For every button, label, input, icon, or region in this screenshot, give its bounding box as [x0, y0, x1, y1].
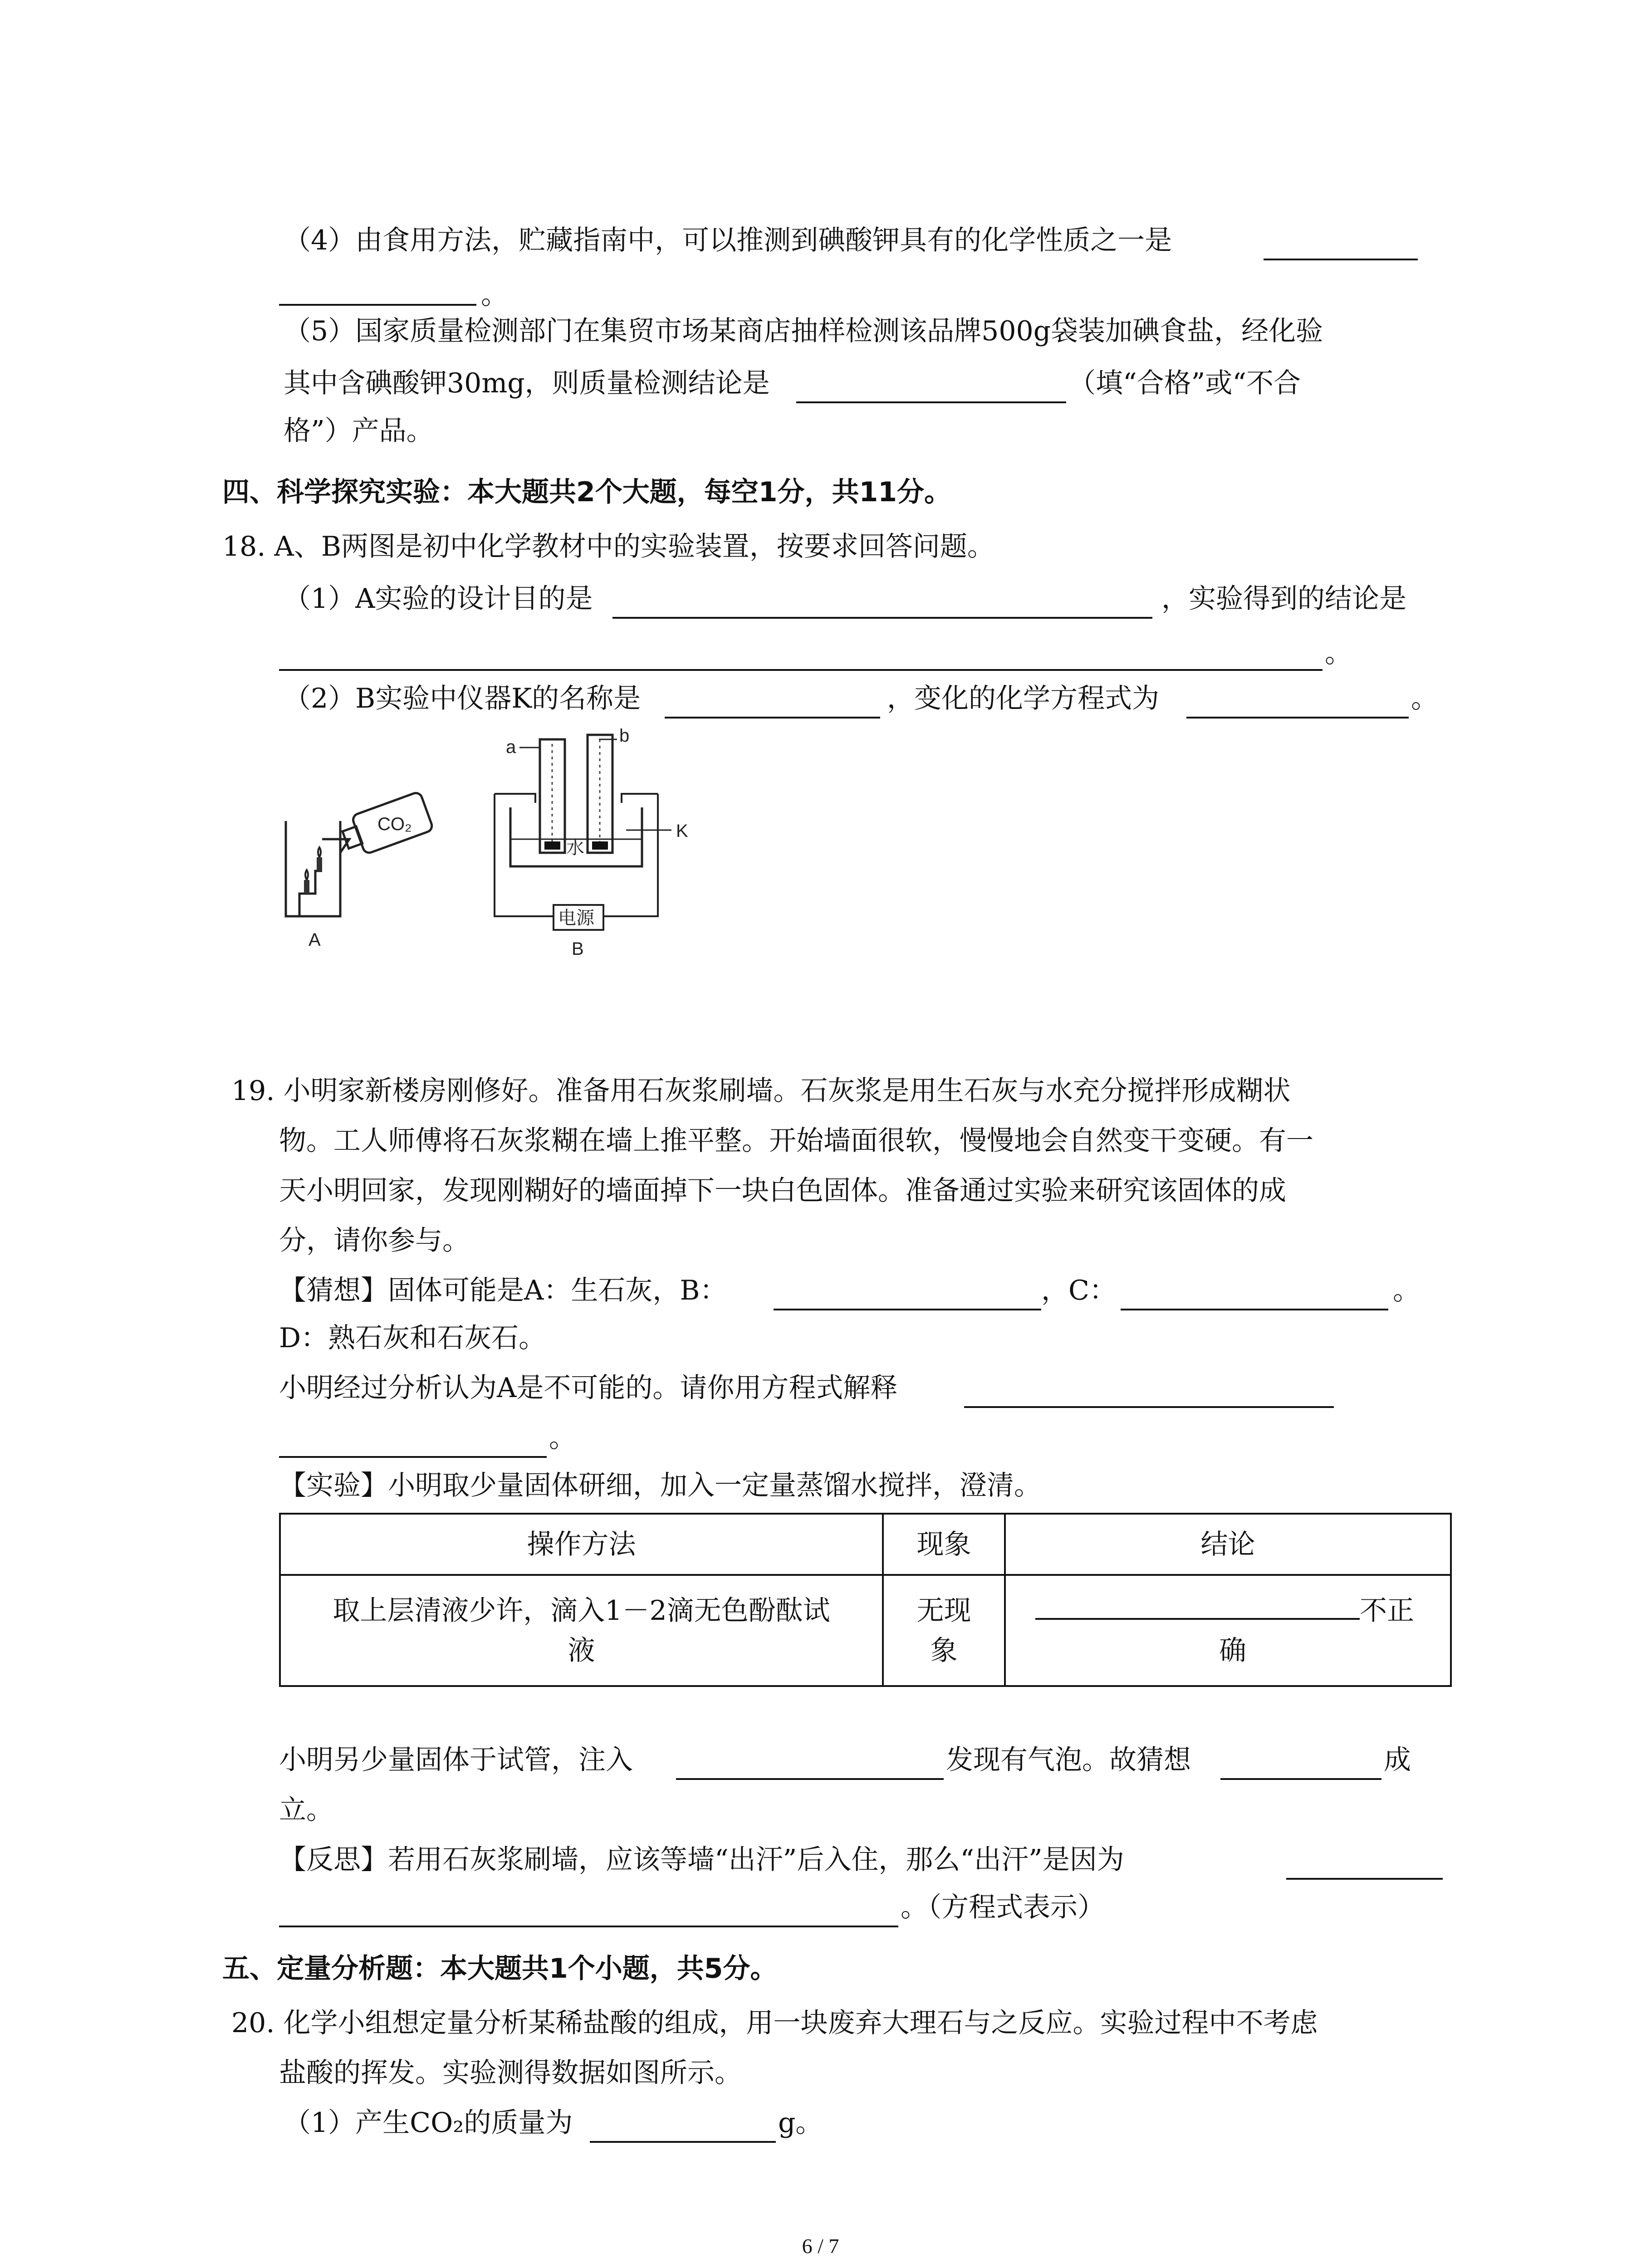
q19-stem-3: 天小明回家，发现刚糊好的墙面掉下一块白色固体。准备通过实验来研究该固体的成	[279, 1175, 1286, 1207]
table-cell-conclusion: 不正 确	[1005, 1575, 1451, 1686]
q17-part5-line1: （5）国家质量检测部门在集贸市场某商店抽样检测该品牌500g袋装加碘食盐，经化验	[284, 315, 1323, 347]
q19-explain-end: 。	[549, 1422, 576, 1454]
table-cell-phenomenon: 无现 象	[883, 1575, 1005, 1686]
q19-more-d: 立。	[279, 1794, 333, 1826]
q19-stem-2: 物。工人师傅将石灰浆糊在墙上推平整。开始墙面很软，慢慢地会自然变干变硬。有一	[279, 1125, 1313, 1157]
q18-part2-b: ，变化的化学方程式为	[887, 683, 1159, 714]
q19-stem-4: 分，请你参与。	[279, 1225, 470, 1256]
answer-blank[interactable]	[665, 717, 880, 719]
q19-guess-d: D：熟石灰和石灰石。	[279, 1322, 546, 1354]
diagram-a-caption: A	[309, 930, 321, 950]
q19-reflect: 【反思】若用石灰浆刷墙，应该等墙“出汗”后入住，那么“出汗”是因为	[279, 1844, 1124, 1876]
co2-label: CO₂	[377, 814, 412, 834]
label-b: b	[619, 726, 630, 746]
q19-more-a: 小明另少量固体于试管，注入	[279, 1744, 633, 1776]
answer-blank[interactable]	[964, 1406, 1334, 1408]
q20-part1-b: g。	[778, 2107, 823, 2139]
apparatus-a-diagram	[272, 767, 463, 957]
q18-part2-a: （2）B实验中仪器K的名称是	[284, 683, 641, 714]
q19-guess-ab: 【猜想】固体可能是A：生石灰，B：	[279, 1275, 727, 1306]
answer-blank[interactable]	[676, 1778, 944, 1780]
q17-part5-line2a: 其中含碘酸钾30mg，则质量检测结论是	[284, 367, 770, 399]
section-title: 四、科学探究实验：本大题共2个大题，每空1分，共11分。	[222, 476, 951, 508]
table-header: 操作方法	[280, 1514, 883, 1575]
answer-blank[interactable]	[1035, 1591, 1360, 1620]
table-cell-operation: 取上层清液少许，滴入1－2滴无色酚酞试 液	[280, 1575, 883, 1686]
answer-blank[interactable]	[279, 669, 1323, 671]
electrolysis-b-diagram	[490, 726, 744, 962]
answer-blank[interactable]	[1264, 259, 1418, 260]
q18-part2-end: 。	[1411, 683, 1438, 714]
q18-part1-end: 。	[1325, 637, 1352, 669]
q18-stem: 18. A、B两图是初中化学教材中的实验装置，按要求回答问题。	[222, 531, 994, 562]
power-label: 电源	[558, 908, 594, 928]
q17-part4-end: 。	[481, 279, 508, 311]
answer-blank[interactable]	[279, 1456, 547, 1458]
table-header: 结论	[1005, 1514, 1451, 1575]
q19-guess-end: 。	[1393, 1275, 1420, 1306]
q19-stem-1: 19. 小明家新楼房刚修好。准备用石灰浆刷墙。石灰浆是用生石灰与水充分搅拌形成糊状	[231, 1075, 1291, 1107]
q19-more-c: 成	[1384, 1744, 1411, 1776]
answer-blank[interactable]	[1220, 1778, 1381, 1780]
q17-part4: （4）由食用方法，贮藏指南中，可以推测到碘酸钾具有的化学性质之一是	[284, 225, 1172, 256]
answer-blank[interactable]	[774, 1309, 1041, 1310]
answer-blank[interactable]	[279, 304, 476, 306]
diagram-b-caption: B	[572, 939, 584, 959]
q20-stem-2: 盐酸的挥发。实验测得数据如图所示。	[279, 2057, 742, 2089]
table-header: 现象	[883, 1514, 1005, 1575]
q19-reflect-end: 。（方程式表示）	[901, 1892, 1105, 1923]
answer-blank[interactable]	[1286, 1878, 1443, 1880]
label-k: K	[676, 821, 688, 841]
answer-blank[interactable]	[279, 1926, 898, 1927]
section-title: 五、定量分析题：本大题共1个小题，共5分。	[222, 1953, 778, 1984]
page-number: 6 / 7	[802, 2234, 839, 2258]
q17-part5-line2b: （填“合格”或“不合	[1068, 367, 1301, 399]
water-label: 水	[566, 838, 584, 858]
q19-guess-c: ，C：	[1041, 1275, 1117, 1306]
experiment-table	[279, 1513, 1452, 1687]
answer-blank[interactable]	[1186, 717, 1409, 719]
q19-explain: 小明经过分析认为A是不可能的。请你用方程式解释	[279, 1372, 898, 1404]
answer-blank[interactable]	[796, 401, 1066, 403]
answer-blank[interactable]	[590, 2141, 776, 2143]
answer-blank[interactable]	[1121, 1309, 1388, 1310]
q17-part5-line3: 格”）产品。	[284, 415, 434, 447]
answer-blank[interactable]	[612, 617, 1152, 619]
q19-experiment-intro: 【实验】小明取少量固体研细，加入一定量蒸馏水搅拌，澄清。	[279, 1470, 1041, 1501]
q18-part1-b: ，实验得到的结论是	[1161, 583, 1406, 615]
q19-more-b: 发现有气泡。故猜想	[946, 1744, 1191, 1776]
label-a: a	[506, 737, 516, 757]
q18-part1-a: （1）A实验的设计目的是	[284, 583, 593, 615]
q20-part1-a: （1）产生CO₂的质量为	[284, 2107, 573, 2139]
q20-stem-1: 20. 化学小组想定量分析某稀盐酸的组成，用一块废弃大理石与之反应。实验过程中不考虑	[231, 2007, 1318, 2039]
